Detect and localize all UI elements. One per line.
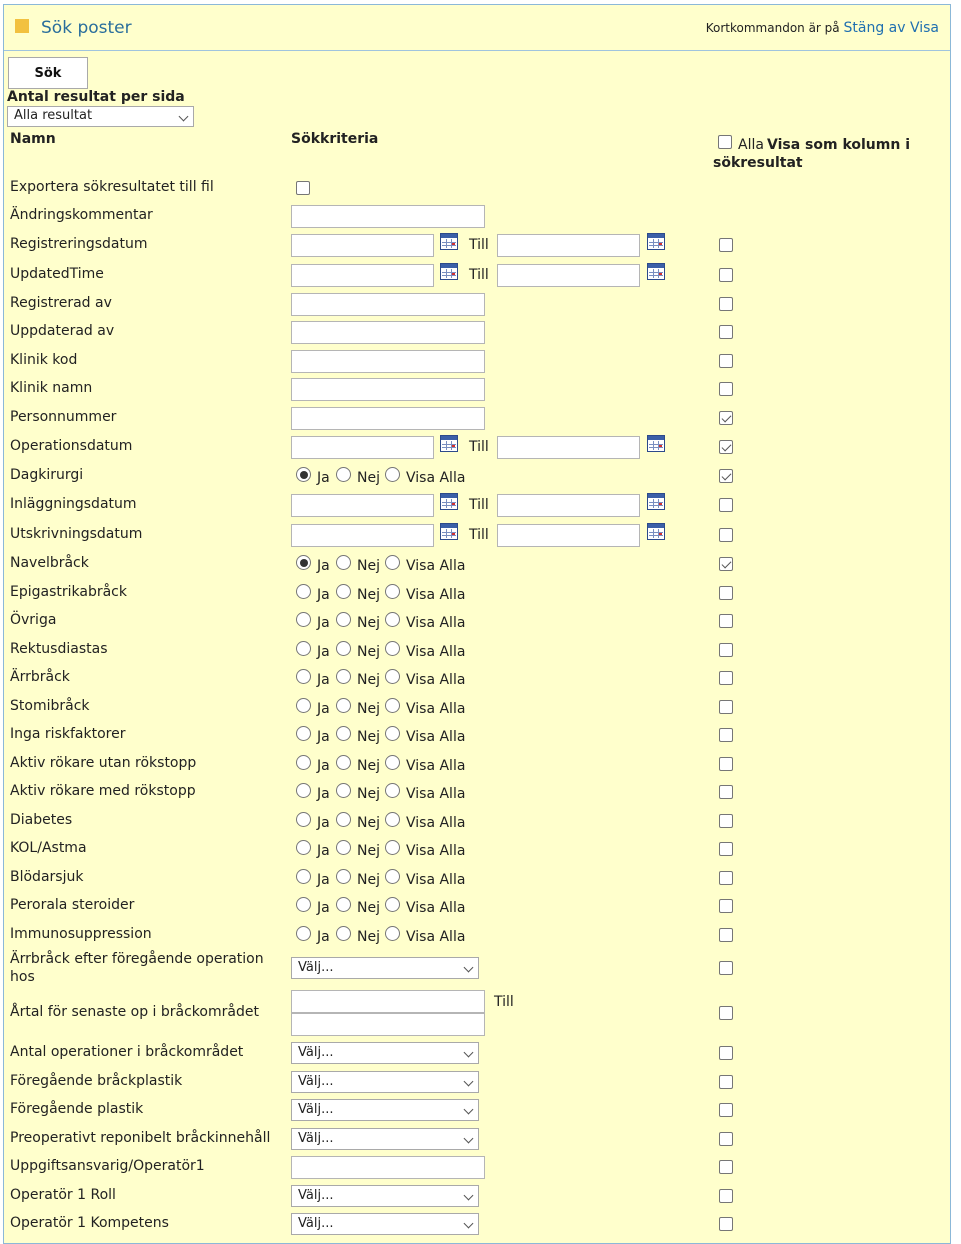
radio-no-label: Nej	[357, 729, 380, 745]
radio-yes[interactable]	[296, 641, 311, 656]
results-per-page-value: Alla resultat	[14, 108, 93, 123]
dropdown-value: Välj...	[298, 1131, 334, 1146]
calendar-marker	[451, 532, 455, 536]
calendar-icon[interactable]	[647, 493, 665, 510]
chevron-down-icon	[464, 1105, 474, 1115]
radio-yes-label: Ja	[317, 558, 330, 574]
radio-all[interactable]	[385, 812, 400, 827]
radio-no[interactable]	[336, 612, 351, 627]
calendar-icon[interactable]	[440, 523, 458, 540]
year-to-input[interactable]	[291, 1013, 485, 1036]
row-label: Utskrivningsdatum	[10, 526, 143, 542]
shortcut-info	[706, 20, 939, 36]
row-label: Perorala steroider	[10, 897, 135, 913]
date-from-input[interactable]	[291, 494, 434, 517]
row-label: Stomibråck	[10, 698, 90, 714]
panel-header	[4, 5, 950, 51]
row-label: Inläggningsdatum	[10, 496, 137, 512]
row-label: KOL/Astma	[10, 840, 87, 856]
date-to-input[interactable]	[497, 234, 640, 257]
radio-yes-label: Ja	[317, 872, 330, 888]
radio-yes-label: Ja	[317, 843, 330, 859]
radio-no[interactable]	[336, 555, 351, 570]
row-label: Antal operationer i bråckområdet	[10, 1044, 244, 1060]
till-label: Till	[469, 237, 489, 253]
radio-no[interactable]	[336, 812, 351, 827]
date-to-input[interactable]	[497, 524, 640, 547]
chevron-down-icon	[464, 1077, 474, 1087]
row-label: Operationsdatum	[10, 438, 133, 454]
row-label: UpdatedTime	[10, 266, 104, 282]
radio-yes[interactable]	[296, 669, 311, 684]
radio-yes[interactable]	[296, 897, 311, 912]
radio-all-label: Visa Alla	[406, 929, 466, 945]
radio-yes-label: Ja	[317, 587, 330, 603]
dropdown-select[interactable]	[291, 1071, 479, 1093]
row-label: Diabetes	[10, 812, 73, 828]
dropdown-value: Välj...	[298, 1216, 334, 1231]
text-input[interactable]	[291, 321, 485, 344]
radio-no-label: Nej	[357, 587, 380, 603]
radio-all[interactable]	[385, 926, 400, 941]
show-column-checkbox[interactable]	[719, 1217, 733, 1231]
radio-no[interactable]	[336, 926, 351, 941]
radio-yes-label: Ja	[317, 758, 330, 774]
dropdown-select[interactable]	[291, 1213, 479, 1235]
row-label: Operatör 1 Kompetens	[10, 1215, 169, 1231]
shortcut-text: Kortkommandon är på	[705, 21, 840, 35]
till-label: Till	[469, 497, 489, 513]
radio-all[interactable]	[385, 669, 400, 684]
row-label: Ändringskommentar	[10, 207, 153, 223]
calendar-icon[interactable]	[647, 523, 665, 540]
show-column-checkbox[interactable]	[719, 1103, 733, 1117]
radio-no-label: Nej	[357, 701, 380, 717]
date-to-input[interactable]	[497, 264, 640, 287]
radio-all[interactable]	[385, 869, 400, 884]
row-label: Preoperativt reponibelt bråckinnehåll	[10, 1130, 271, 1146]
radio-yes[interactable]	[296, 869, 311, 884]
radio-all[interactable]	[385, 755, 400, 770]
row-label: Föregående plastik	[10, 1101, 144, 1117]
select-all-checkbox[interactable]	[718, 135, 732, 149]
date-to-input[interactable]	[497, 436, 640, 459]
radio-no[interactable]	[336, 726, 351, 741]
show-as-column-header-2: sökresultat	[713, 155, 803, 171]
dropdown-select[interactable]	[291, 1099, 479, 1121]
row-label: Operatör 1 Roll	[10, 1187, 116, 1203]
show-column-checkbox[interactable]	[719, 325, 733, 339]
show-column-checkbox[interactable]	[719, 1006, 733, 1020]
select-all-label: Alla	[738, 137, 764, 153]
dropdown-value: Välj...	[298, 1188, 334, 1203]
radio-no-label: Nej	[357, 815, 380, 831]
show-column-checkbox[interactable]	[719, 728, 733, 742]
show-column-checkbox[interactable]	[719, 557, 733, 571]
radio-all[interactable]	[385, 612, 400, 627]
radio-all-label: Visa Alla	[406, 615, 466, 631]
radio-yes[interactable]	[296, 555, 311, 570]
show-column-checkbox[interactable]	[719, 671, 733, 685]
shortcut-toggle-link[interactable]: Stäng av Visa	[843, 20, 939, 36]
show-column-checkbox[interactable]	[719, 1160, 733, 1174]
show-column-checkbox[interactable]	[719, 643, 733, 657]
radio-all-label: Visa Alla	[406, 815, 466, 831]
radio-no-label: Nej	[357, 615, 380, 631]
row-label: Uppdaterad av	[10, 323, 115, 339]
radio-yes-label: Ja	[317, 729, 330, 745]
show-column-checkbox[interactable]	[719, 382, 733, 396]
radio-all-label: Visa Alla	[406, 900, 466, 916]
radio-yes-label: Ja	[317, 786, 330, 802]
calendar-marker	[451, 444, 455, 448]
text-input[interactable]	[291, 407, 485, 430]
text-input[interactable]	[291, 350, 485, 373]
dropdown-select[interactable]	[291, 1128, 479, 1150]
text-input[interactable]	[291, 205, 485, 228]
row-label: Exportera sökresultatet till fil	[10, 179, 214, 195]
row-label: Aktiv rökare med rökstopp	[10, 783, 196, 799]
radio-yes[interactable]	[296, 698, 311, 713]
radio-all[interactable]	[385, 584, 400, 599]
date-to-input[interactable]	[497, 494, 640, 517]
radio-no-label: Nej	[357, 672, 380, 688]
calendar-marker	[451, 502, 455, 506]
dropdown-value: Välj...	[298, 960, 334, 975]
radio-no[interactable]	[336, 467, 351, 482]
radio-yes[interactable]	[296, 926, 311, 941]
radio-all-label: Visa Alla	[406, 758, 466, 774]
date-from-input[interactable]	[291, 234, 434, 257]
radio-no-label: Nej	[357, 843, 380, 859]
radio-yes-label: Ja	[317, 615, 330, 631]
radio-yes[interactable]	[296, 726, 311, 741]
radio-yes-label: Ja	[317, 701, 330, 717]
radio-no[interactable]	[336, 755, 351, 770]
dropdown-select[interactable]	[291, 1042, 479, 1064]
radio-no-label: Nej	[357, 644, 380, 660]
show-column-checkbox[interactable]	[719, 614, 733, 628]
radio-all[interactable]	[385, 555, 400, 570]
row-label: Inga riskfaktorer	[10, 726, 126, 742]
calendar-icon[interactable]	[440, 263, 458, 280]
show-column-checkbox[interactable]	[719, 354, 733, 368]
radio-no[interactable]	[336, 783, 351, 798]
till-label: Till	[469, 439, 489, 455]
column-header-criteria: Sökkriteria	[291, 131, 379, 147]
row-label: Registrerad av	[10, 295, 112, 311]
radio-yes[interactable]	[296, 755, 311, 770]
show-column-checkbox[interactable]	[719, 297, 733, 311]
export-checkbox[interactable]	[296, 181, 310, 195]
chevron-down-icon	[464, 1219, 474, 1229]
row-label: Rektusdiastas	[10, 641, 108, 657]
date-from-input[interactable]	[291, 264, 434, 287]
row-label: Uppgiftsansvarig/Operatör1	[10, 1158, 205, 1174]
radio-all[interactable]	[385, 641, 400, 656]
radio-no[interactable]	[336, 669, 351, 684]
radio-no-label: Nej	[357, 872, 380, 888]
row-label: Klinik kod	[10, 352, 78, 368]
radio-all-label: Visa Alla	[406, 672, 466, 688]
show-column-checkbox[interactable]	[719, 928, 733, 942]
panel-icon	[15, 19, 29, 33]
calendar-marker	[658, 242, 662, 246]
calendar-icon[interactable]	[647, 435, 665, 452]
chevron-down-icon	[464, 963, 474, 973]
radio-no-label: Nej	[357, 758, 380, 774]
calendar-icon[interactable]	[440, 233, 458, 250]
show-column-checkbox[interactable]	[719, 586, 733, 600]
radio-yes-label: Ja	[317, 672, 330, 688]
show-column-checkbox[interactable]	[719, 238, 733, 252]
show-column-checkbox[interactable]	[719, 440, 733, 454]
row-label: Blödarsjuk	[10, 869, 84, 885]
row-label: Föregående bråckplastik	[10, 1073, 183, 1089]
radio-no[interactable]	[336, 698, 351, 713]
radio-no[interactable]	[336, 897, 351, 912]
row-label: Övriga	[10, 612, 57, 628]
calendar-marker	[658, 272, 662, 276]
till-label: Till	[469, 267, 489, 283]
show-column-checkbox[interactable]	[719, 1046, 733, 1060]
radio-yes-label: Ja	[317, 470, 330, 486]
text-input[interactable]	[291, 293, 485, 316]
radio-yes[interactable]	[296, 612, 311, 627]
text-input[interactable]	[291, 1156, 485, 1179]
radio-no[interactable]	[336, 641, 351, 656]
show-column-checkbox[interactable]	[719, 785, 733, 799]
row-label: Klinik namn	[10, 380, 93, 396]
radio-yes-label: Ja	[317, 929, 330, 945]
show-column-checkbox[interactable]	[719, 411, 733, 425]
radio-all-label: Visa Alla	[406, 644, 466, 660]
show-column-checkbox[interactable]	[719, 814, 733, 828]
radio-all-label: Visa Alla	[406, 470, 466, 486]
chevron-down-icon	[464, 1134, 474, 1144]
calendar-marker	[451, 242, 455, 246]
calendar-icon[interactable]	[440, 435, 458, 452]
calendar-marker	[658, 502, 662, 506]
text-input[interactable]	[291, 378, 485, 401]
calendar-marker	[658, 532, 662, 536]
show-column-checkbox[interactable]	[719, 700, 733, 714]
chevron-down-icon	[179, 112, 189, 122]
search-button[interactable]: Sök	[8, 57, 88, 89]
radio-no-label: Nej	[357, 929, 380, 945]
dropdown-value: Välj...	[298, 1102, 334, 1117]
calendar-icon[interactable]	[647, 233, 665, 250]
date-from-input[interactable]	[291, 436, 434, 459]
show-column-checkbox[interactable]	[719, 961, 733, 975]
row-label: Epigastrikabråck	[10, 584, 127, 600]
row-label: Navelbråck	[10, 555, 89, 571]
show-column-checkbox[interactable]	[719, 757, 733, 771]
row-label: Årtal för senaste op i bråckområdet	[10, 1004, 259, 1020]
till-label: Till	[469, 527, 489, 543]
radio-yes[interactable]	[296, 840, 311, 855]
column-header-name: Namn	[10, 131, 56, 147]
calendar-marker	[451, 272, 455, 276]
radio-all[interactable]	[385, 897, 400, 912]
radio-no[interactable]	[336, 584, 351, 599]
row-label-cont: hos	[10, 969, 35, 985]
radio-yes[interactable]	[296, 812, 311, 827]
till-label: Till	[494, 994, 514, 1010]
radio-no-label: Nej	[357, 900, 380, 916]
radio-no-label: Nej	[357, 558, 380, 574]
calendar-icon[interactable]	[647, 263, 665, 280]
radio-all-label: Visa Alla	[406, 786, 466, 802]
results-per-page-label: Antal resultat per sida	[7, 89, 185, 105]
row-label: Dagkirurgi	[10, 467, 84, 483]
radio-all[interactable]	[385, 840, 400, 855]
show-column-checkbox[interactable]	[719, 1189, 733, 1203]
show-column-checkbox[interactable]	[719, 871, 733, 885]
radio-all-label: Visa Alla	[406, 843, 466, 859]
radio-all-label: Visa Alla	[406, 872, 466, 888]
radio-no[interactable]	[336, 840, 351, 855]
show-column-checkbox[interactable]	[719, 842, 733, 856]
radio-yes-label: Ja	[317, 644, 330, 660]
dropdown-select[interactable]	[291, 957, 479, 979]
radio-yes[interactable]	[296, 584, 311, 599]
row-label: Ärrbråck efter föregående operation	[10, 951, 264, 967]
chevron-down-icon	[464, 1048, 474, 1058]
show-column-checkbox[interactable]	[719, 469, 733, 483]
radio-no-label: Nej	[357, 470, 380, 486]
dropdown-value: Välj...	[298, 1045, 334, 1060]
radio-yes-label: Ja	[317, 815, 330, 831]
radio-yes-label: Ja	[317, 900, 330, 916]
radio-no-label: Nej	[357, 786, 380, 802]
show-column-checkbox[interactable]	[719, 498, 733, 512]
results-per-page-select[interactable]	[7, 106, 194, 127]
row-label: Registreringsdatum	[10, 236, 148, 252]
dropdown-select[interactable]	[291, 1185, 479, 1207]
row-label: Personnummer	[10, 409, 117, 425]
radio-all[interactable]	[385, 467, 400, 482]
calendar-marker	[658, 444, 662, 448]
row-label: Immunosuppression	[10, 926, 152, 942]
radio-yes[interactable]	[296, 783, 311, 798]
radio-all-label: Visa Alla	[406, 701, 466, 717]
radio-all-label: Visa Alla	[406, 587, 466, 603]
radio-all[interactable]	[385, 726, 400, 741]
page-title: Sök poster	[41, 18, 132, 38]
show-column-checkbox[interactable]	[719, 1075, 733, 1089]
date-from-input[interactable]	[291, 524, 434, 547]
row-label: Aktiv rökare utan rökstopp	[10, 755, 197, 771]
row-label: Ärrbråck	[10, 669, 70, 685]
chevron-down-icon	[464, 1191, 474, 1201]
show-column-checkbox[interactable]	[719, 268, 733, 282]
show-as-column-header: Visa som kolumn i	[767, 137, 911, 153]
year-from-input[interactable]	[291, 990, 485, 1013]
show-column-checkbox[interactable]	[719, 899, 733, 913]
radio-all-label: Visa Alla	[406, 729, 466, 745]
radio-all[interactable]	[385, 783, 400, 798]
show-column-checkbox[interactable]	[719, 528, 733, 542]
show-column-checkbox[interactable]	[719, 1132, 733, 1146]
calendar-icon[interactable]	[440, 493, 458, 510]
radio-yes[interactable]	[296, 467, 311, 482]
dropdown-value: Välj...	[298, 1074, 334, 1089]
radio-no[interactable]	[336, 869, 351, 884]
radio-all-label: Visa Alla	[406, 558, 466, 574]
radio-all[interactable]	[385, 698, 400, 713]
